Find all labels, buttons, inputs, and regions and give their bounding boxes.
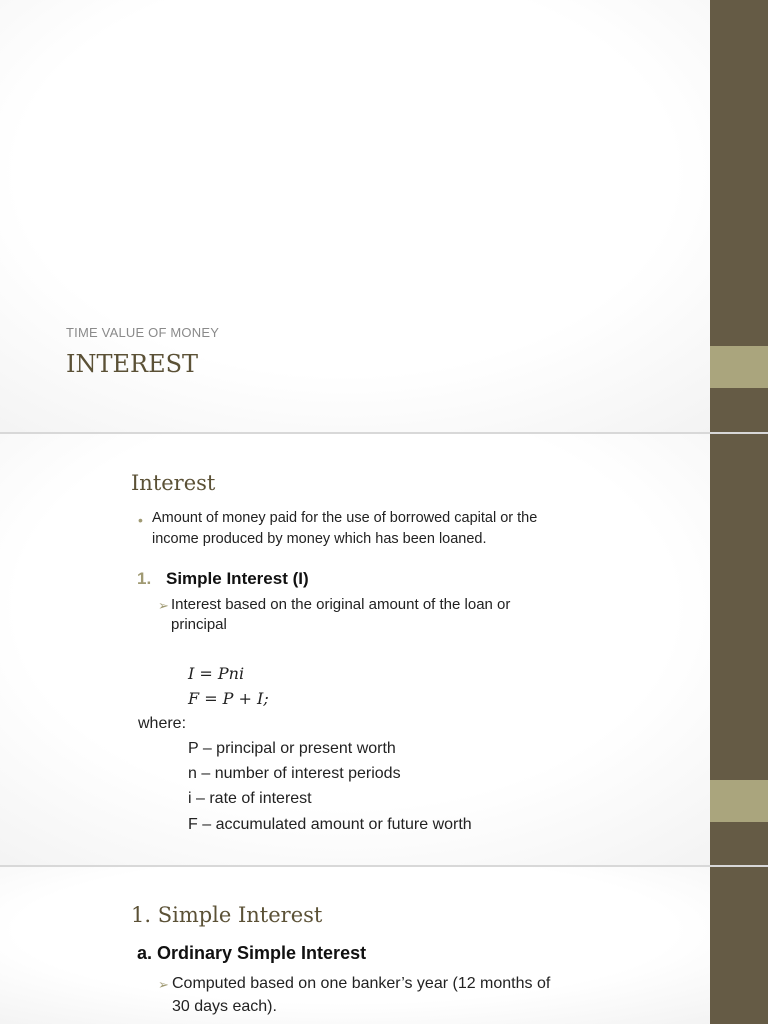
slide-interest [0,434,768,865]
where-label: where: [138,715,187,732]
slide-sidebar [710,434,768,865]
bullet-text-line1: Amount of money paid for the use of borrowed capital or the [152,510,538,526]
sub-text-line1: Interest based on the original amount of the loan or [171,596,511,613]
formula-future: F = P + I; [188,689,269,708]
bullet-text-line2: income produced by money which has been loaned. [152,531,487,547]
definition-item: i – rate of interest [188,790,312,807]
definition-item: P – principal or present worth [188,740,396,757]
slide-title [0,0,768,432]
item-number: 1. [137,569,152,588]
arrow-bullet-icon: ➢ [158,598,169,613]
formula-interest: I = Pni [188,664,245,683]
sidebar-accent [710,346,768,388]
bullet-dot-icon: • [138,512,143,528]
sub-text-line1: Computed based on one banker’s year (12 months of [172,975,551,992]
sub-text-line2: 30 days each). [172,998,277,1015]
definition-item: F – accumulated amount or future worth [188,816,472,833]
sub-title: a. Ordinary Simple Interest [137,943,367,963]
slide-simple-interest [0,867,768,1024]
sidebar-accent [710,780,768,822]
item-title: Simple Interest (I) [166,569,309,588]
slide-title-text: INTEREST [66,350,199,378]
slide-heading: Interest [131,471,216,495]
arrow-bullet-icon: ➢ [158,977,169,992]
slide-kicker: TIME VALUE OF MONEY [66,325,220,340]
slide-heading: 1. Simple Interest [131,903,323,927]
sub-text-line2: principal [171,616,227,633]
slide-sidebar [710,0,768,432]
slide-sidebar [710,867,768,1024]
definition-item: n – number of interest periods [188,765,401,782]
